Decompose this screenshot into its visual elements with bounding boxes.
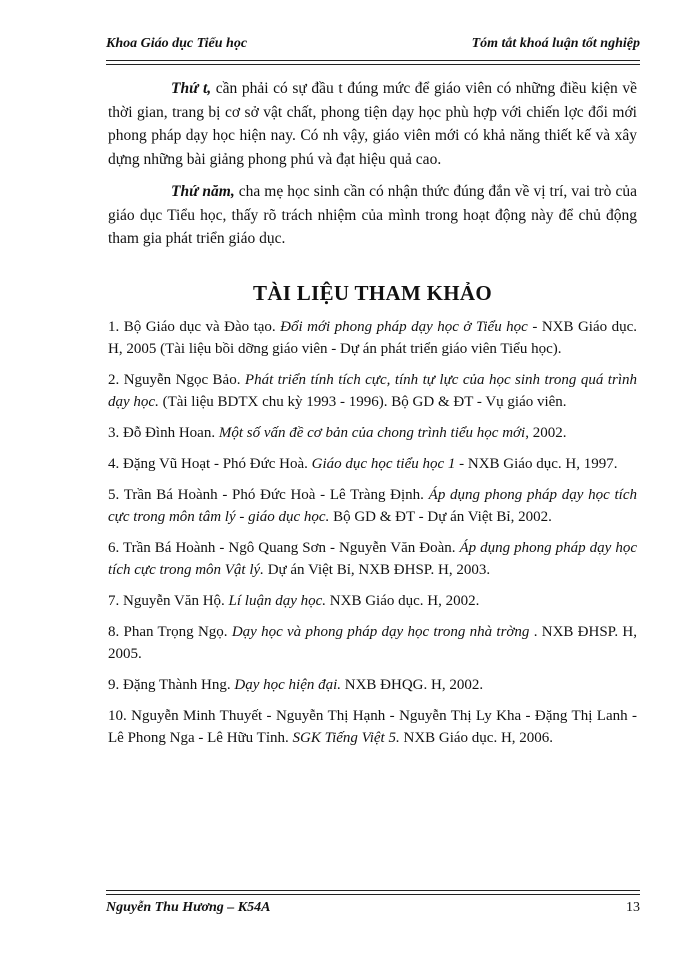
references-list (108, 316, 637, 749)
reference-title: Một số vấn đề cơ bản của chong trình tiểu học mới (218, 425, 526, 441)
paragraph-text: cần phải có sự đầu t đúng mức để giáo viên có những điều kiện về thời gian, trang bị cơ sở vật chất, phong tiện dạy học phù hợp với chiến lợc đổi mới phong pháp dạy học hiện nay. Có nh vậy, giáo viên mới có khả năng thiết kế và xây dựng những bài giảng phong phú và đạt hiệu quả cao. (108, 80, 637, 168)
footer-divider (106, 890, 640, 895)
reference-authors: 8. Phan Trọng Ngọ. (108, 624, 232, 640)
paragraph-fourth (108, 77, 637, 171)
paragraph-fifth (108, 180, 637, 251)
reference-publisher: NXB Giáo dục. H, 2002. (326, 593, 480, 609)
reference-item (108, 537, 637, 581)
reference-title: Áp dụng phong pháp dạy học tích cực trong môn Vật lý. (108, 540, 637, 578)
reference-authors: 7. Nguyễn Văn Hộ. (108, 593, 229, 609)
reference-authors: 5. Trần Bá Hoành - Phó Đức Hoà - Lê Tràng Định. (108, 487, 429, 503)
footer-author: Nguyễn Thu Hương – K54A (106, 900, 271, 915)
reference-item (108, 316, 637, 360)
reference-item (108, 369, 637, 413)
paragraph-lead: Thứ t, (171, 80, 212, 97)
reference-title: Áp dụng phong pháp dạy học tích cực trong môn tâm lý - giáo dục học. (108, 487, 637, 525)
reference-publisher: - NXB Giáo dục. H, 2005 (Tài liệu bồi dỡng giáo viên - Dự án phát triển giáo viên Tiểu học). (108, 319, 638, 357)
reference-item (108, 422, 637, 444)
reference-authors: 9. Đặng Thành Hng. (108, 677, 235, 693)
header-doc-type: Tóm tắt khoá luận tốt nghiệp (471, 36, 640, 51)
header-faculty: Khoa Giáo dục Tiểu học (106, 36, 248, 51)
header-divider (106, 60, 640, 65)
reference-authors: 10. Nguyễn Minh Thuyết - Nguyễn Thị Hạnh - Nguyễn Thị Ly Kha - Đặng Thị Lanh - Lê Phong Nga - Lê Hữu Tỉnh. (108, 708, 637, 746)
reference-publisher: NXB Giáo dục. H, 2006. (399, 730, 554, 746)
reference-publisher: , 2002. (525, 425, 567, 441)
reference-title: Dạy học và phong pháp dạy học trong nhà trờng (231, 624, 530, 640)
reference-publisher: . NXB ĐHSP. H, 2005. (108, 624, 637, 662)
reference-title: SGK Tiếng Việt 5. (292, 730, 400, 746)
reference-title: Dạy học hiện đại. (234, 677, 342, 693)
references-title: TÀI LIỆU THAM KHẢO (253, 281, 492, 305)
reference-item (108, 484, 637, 528)
reference-authors: 3. Đỗ Đình Hoan. (108, 425, 219, 441)
reference-publisher: Bộ GD & ĐT - Dự án Việt Bỉ, 2002. (329, 509, 552, 525)
reference-item (108, 590, 637, 612)
reference-authors: 2. Nguyễn Ngọc Bảo. (108, 372, 245, 388)
reference-title: Phát triển tính tích cực, tính tự lực của học sinh trong quá trình dạy học. (108, 372, 637, 410)
page-number: 13 (626, 900, 640, 915)
reference-authors: 1. Bộ Giáo dục và Đào tạo. (108, 319, 281, 335)
reference-item (108, 705, 637, 749)
reference-publisher: - NXB Giáo dục. H, 1997. (455, 456, 618, 472)
reference-authors: 4. Đặng Vũ Hoạt - Phó Đức Hoà. (108, 456, 312, 472)
reference-publisher: (Tài liệu BDTX chu kỳ 1993 - 1996). Bộ GD & ĐT - Vụ giáo viên. (158, 394, 567, 410)
reference-title: Đổi mới phong pháp dạy học ở Tiểu học (280, 319, 528, 335)
reference-title: Lí luận dạy học. (228, 593, 327, 609)
reference-authors: 6. Trần Bá Hoành - Ngô Quang Sơn - Nguyễn Văn Đoàn. (108, 540, 460, 556)
reference-item (108, 453, 637, 475)
page-footer (106, 900, 640, 920)
reference-publisher: NXB ĐHQG. H, 2002. (341, 677, 484, 693)
reference-publisher: Dự án Việt Bỉ, NXB ĐHSP. H, 2003. (263, 562, 491, 578)
reference-item (108, 674, 637, 696)
reference-title: Giáo dục học tiểu học 1 (311, 456, 456, 472)
reference-item (108, 621, 637, 665)
page-header (106, 36, 640, 56)
paragraph-text: cha mẹ học sinh cần có nhận thức đúng đắn về vị trí, vai trò của giáo dục Tiểu học, thấy rõ trách nhiệm của mình trong hoạt động này để chủ động tham gia phát triển giáo dục. (108, 183, 637, 247)
body-section (108, 77, 637, 251)
paragraph-lead: Thứ năm, (171, 183, 235, 200)
